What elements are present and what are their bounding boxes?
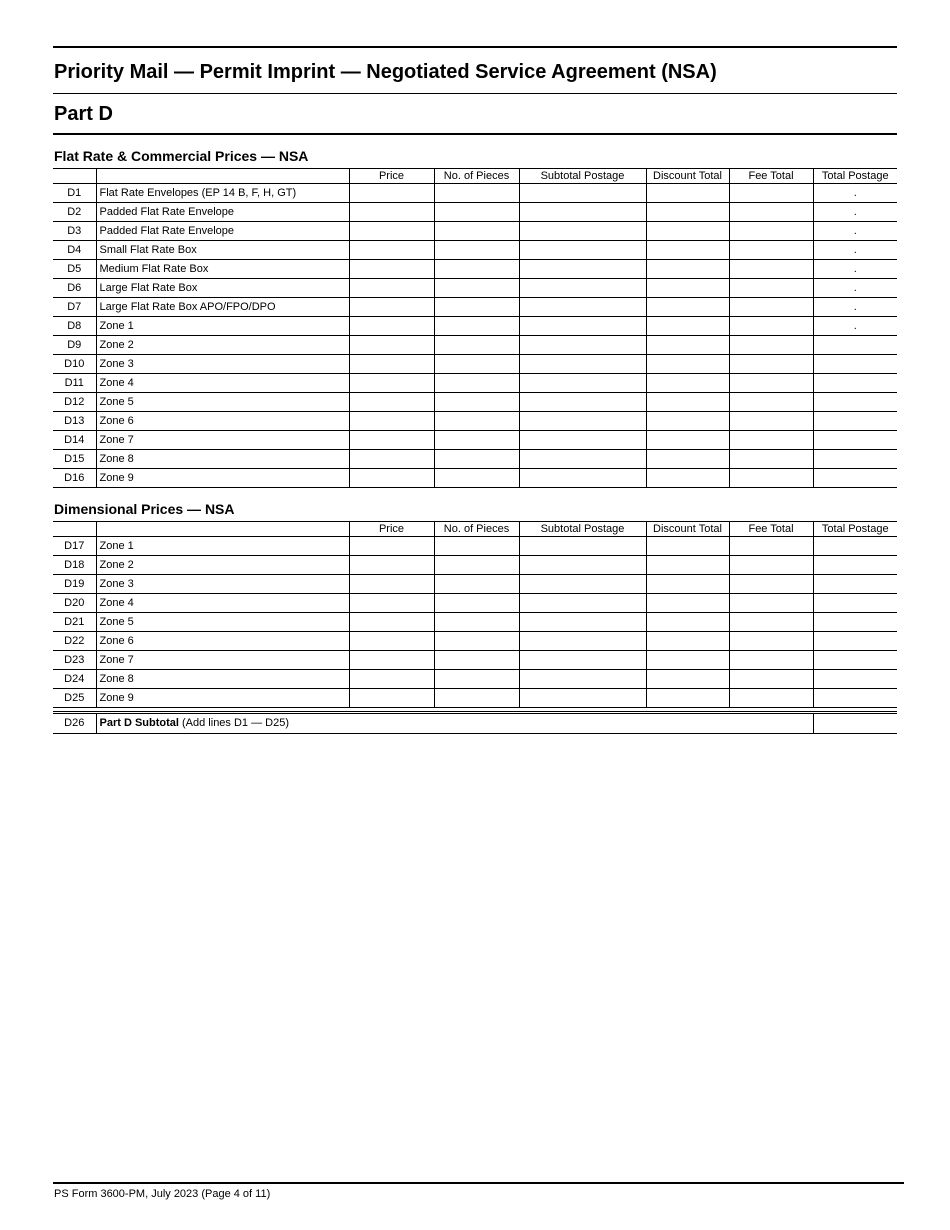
row-description: Zone 8 bbox=[96, 450, 349, 469]
total-postage-field[interactable] bbox=[813, 556, 897, 575]
price-field[interactable] bbox=[349, 317, 434, 336]
table-header-row bbox=[53, 522, 897, 537]
total-postage-field[interactable]: . bbox=[813, 222, 897, 241]
flat-rate-rows bbox=[53, 184, 897, 488]
subtotal-postage-field[interactable] bbox=[519, 594, 646, 613]
total-postage-field[interactable] bbox=[813, 651, 897, 670]
column-header: Discount Total bbox=[646, 522, 729, 537]
total-postage-field[interactable] bbox=[813, 374, 897, 393]
table-row bbox=[53, 184, 897, 203]
table-row bbox=[53, 689, 897, 708]
table-row bbox=[53, 222, 897, 241]
price-field[interactable] bbox=[349, 203, 434, 222]
row-description: Zone 4 bbox=[96, 374, 349, 393]
total-postage-field[interactable] bbox=[813, 575, 897, 594]
price-field[interactable] bbox=[349, 689, 434, 708]
subtotal-postage-field[interactable] bbox=[519, 670, 646, 689]
row-description: Zone 2 bbox=[96, 556, 349, 575]
price-field[interactable] bbox=[349, 298, 434, 317]
line-number: D2 bbox=[53, 203, 96, 222]
discount-total-field[interactable] bbox=[646, 317, 729, 336]
line-number: D14 bbox=[53, 431, 96, 450]
row-description: Zone 9 bbox=[96, 689, 349, 708]
line-number: D10 bbox=[53, 355, 96, 374]
column-header: Subtotal Postage bbox=[519, 522, 646, 537]
line-number: D20 bbox=[53, 594, 96, 613]
pieces-field[interactable] bbox=[434, 651, 519, 670]
price-field[interactable] bbox=[349, 336, 434, 355]
row-description: Zone 1 bbox=[96, 537, 349, 556]
price-field[interactable] bbox=[349, 279, 434, 298]
line-number: D1 bbox=[53, 184, 96, 203]
subtotal-postage-field[interactable] bbox=[519, 298, 646, 317]
pieces-field[interactable] bbox=[434, 689, 519, 708]
flat-rate-table bbox=[53, 168, 897, 488]
discount-total-field[interactable] bbox=[646, 613, 729, 632]
column-header: Price bbox=[349, 522, 434, 537]
subtotal-postage-field[interactable] bbox=[519, 689, 646, 708]
fee-total-field[interactable] bbox=[729, 279, 813, 298]
pieces-field[interactable] bbox=[434, 450, 519, 469]
subtotal-postage-field[interactable] bbox=[519, 556, 646, 575]
form-page bbox=[53, 46, 897, 734]
row-description: Zone 3 bbox=[96, 355, 349, 374]
row-description: Zone 8 bbox=[96, 670, 349, 689]
line-number: D15 bbox=[53, 450, 96, 469]
line-number: D5 bbox=[53, 260, 96, 279]
table-row bbox=[53, 241, 897, 260]
discount-total-field[interactable] bbox=[646, 260, 729, 279]
price-field[interactable] bbox=[349, 393, 434, 412]
fee-total-field[interactable] bbox=[729, 651, 813, 670]
pieces-field[interactable] bbox=[434, 393, 519, 412]
dimensional-rows bbox=[53, 537, 897, 708]
row-description: Zone 5 bbox=[96, 613, 349, 632]
price-field[interactable] bbox=[349, 651, 434, 670]
column-header: Fee Total bbox=[729, 522, 813, 537]
price-field[interactable] bbox=[349, 613, 434, 632]
total-postage-field[interactable]: . bbox=[813, 279, 897, 298]
total-postage-field[interactable]: . bbox=[813, 184, 897, 203]
discount-total-field[interactable] bbox=[646, 469, 729, 488]
price-field[interactable] bbox=[349, 184, 434, 203]
fee-total-field[interactable] bbox=[729, 689, 813, 708]
total-postage-field[interactable]: . bbox=[813, 298, 897, 317]
line-number: D25 bbox=[53, 689, 96, 708]
fee-total-field[interactable] bbox=[729, 412, 813, 431]
discount-total-field[interactable] bbox=[646, 632, 729, 651]
table-row bbox=[53, 317, 897, 336]
row-description: Zone 3 bbox=[96, 575, 349, 594]
form-title: Priority Mail — Permit Imprint — Negotiated Service Agreement (NSA) bbox=[53, 48, 897, 94]
fee-total-field[interactable] bbox=[729, 632, 813, 651]
table-row bbox=[53, 393, 897, 412]
pieces-field[interactable] bbox=[434, 260, 519, 279]
dimensional-section-title: Dimensional Prices — NSA bbox=[54, 501, 235, 517]
discount-total-field[interactable] bbox=[646, 298, 729, 317]
subtotal-row bbox=[53, 713, 897, 734]
discount-total-field[interactable] bbox=[646, 355, 729, 374]
discount-total-field[interactable] bbox=[646, 203, 729, 222]
line-number: D16 bbox=[53, 469, 96, 488]
pieces-field[interactable] bbox=[434, 575, 519, 594]
table-row bbox=[53, 412, 897, 431]
total-postage-field[interactable] bbox=[813, 355, 897, 374]
line-number: D8 bbox=[53, 317, 96, 336]
total-postage-field[interactable] bbox=[813, 336, 897, 355]
pieces-field[interactable] bbox=[434, 412, 519, 431]
column-header: Fee Total bbox=[729, 169, 813, 184]
table-row bbox=[53, 651, 897, 670]
price-field[interactable] bbox=[349, 575, 434, 594]
header-blank-line bbox=[53, 169, 96, 184]
table-row bbox=[53, 613, 897, 632]
line-number: D4 bbox=[53, 241, 96, 260]
fee-total-field[interactable] bbox=[729, 431, 813, 450]
fee-total-field[interactable] bbox=[729, 317, 813, 336]
pieces-field[interactable] bbox=[434, 431, 519, 450]
pieces-field[interactable] bbox=[434, 317, 519, 336]
total-postage-field[interactable]: . bbox=[813, 260, 897, 279]
price-field[interactable] bbox=[349, 241, 434, 260]
pieces-field[interactable] bbox=[434, 469, 519, 488]
price-field[interactable] bbox=[349, 450, 434, 469]
price-field[interactable] bbox=[349, 260, 434, 279]
subtotal-total-field[interactable] bbox=[813, 713, 897, 734]
fee-total-field[interactable] bbox=[729, 575, 813, 594]
subtotal-postage-field[interactable] bbox=[519, 431, 646, 450]
price-field[interactable] bbox=[349, 594, 434, 613]
column-header: Subtotal Postage bbox=[519, 169, 646, 184]
fee-total-field[interactable] bbox=[729, 298, 813, 317]
table-row bbox=[53, 556, 897, 575]
price-field[interactable] bbox=[349, 556, 434, 575]
table-row bbox=[53, 279, 897, 298]
line-number: D11 bbox=[53, 374, 96, 393]
subtotal-postage-field[interactable] bbox=[519, 575, 646, 594]
fee-total-field[interactable] bbox=[729, 393, 813, 412]
line-number: D26 bbox=[53, 713, 96, 734]
line-number: D24 bbox=[53, 670, 96, 689]
subtotal-postage-field[interactable] bbox=[519, 613, 646, 632]
row-description: Zone 7 bbox=[96, 651, 349, 670]
column-header: Price bbox=[349, 169, 434, 184]
line-number: D17 bbox=[53, 537, 96, 556]
total-postage-field[interactable]: . bbox=[813, 317, 897, 336]
line-number: D3 bbox=[53, 222, 96, 241]
price-field[interactable] bbox=[349, 632, 434, 651]
discount-total-field[interactable] bbox=[646, 689, 729, 708]
subtotal-table bbox=[53, 711, 897, 734]
row-description: Zone 7 bbox=[96, 431, 349, 450]
subtotal-label-bold: Part D Subtotal bbox=[99, 717, 179, 729]
pieces-field[interactable] bbox=[434, 537, 519, 556]
price-field[interactable] bbox=[349, 355, 434, 374]
row-description: Small Flat Rate Box bbox=[96, 241, 349, 260]
fee-total-field[interactable] bbox=[729, 355, 813, 374]
discount-total-field[interactable] bbox=[646, 556, 729, 575]
subtotal-postage-field[interactable] bbox=[519, 241, 646, 260]
price-field[interactable] bbox=[349, 374, 434, 393]
pieces-field[interactable] bbox=[434, 336, 519, 355]
line-number: D12 bbox=[53, 393, 96, 412]
fee-total-field[interactable] bbox=[729, 670, 813, 689]
table-row bbox=[53, 575, 897, 594]
pieces-field[interactable] bbox=[434, 298, 519, 317]
price-field[interactable] bbox=[349, 537, 434, 556]
pieces-field[interactable] bbox=[434, 222, 519, 241]
table-row bbox=[53, 450, 897, 469]
fee-total-field[interactable] bbox=[729, 537, 813, 556]
subtotal-postage-field[interactable] bbox=[519, 374, 646, 393]
row-description: Zone 6 bbox=[96, 412, 349, 431]
discount-total-field[interactable] bbox=[646, 241, 729, 260]
discount-total-field[interactable] bbox=[646, 336, 729, 355]
column-header: Total Postage bbox=[813, 169, 897, 184]
pieces-field[interactable] bbox=[434, 203, 519, 222]
total-postage-field[interactable] bbox=[813, 431, 897, 450]
row-description: Large Flat Rate Box APO/FPO/DPO bbox=[96, 298, 349, 317]
pieces-field[interactable] bbox=[434, 279, 519, 298]
line-number: D9 bbox=[53, 336, 96, 355]
subtotal-postage-field[interactable] bbox=[519, 393, 646, 412]
table-row bbox=[53, 469, 897, 488]
fee-total-field[interactable] bbox=[729, 260, 813, 279]
total-postage-field[interactable] bbox=[813, 450, 897, 469]
header-blank-desc bbox=[96, 169, 349, 184]
fee-total-field[interactable] bbox=[729, 594, 813, 613]
discount-total-field[interactable] bbox=[646, 222, 729, 241]
row-description: Large Flat Rate Box bbox=[96, 279, 349, 298]
table-row bbox=[53, 355, 897, 374]
total-postage-field[interactable]: . bbox=[813, 241, 897, 260]
fee-total-field[interactable] bbox=[729, 184, 813, 203]
row-description: Zone 2 bbox=[96, 336, 349, 355]
table-row bbox=[53, 431, 897, 450]
discount-total-field[interactable] bbox=[646, 651, 729, 670]
subtotal-label-note: (Add lines D1 — D25) bbox=[178, 717, 289, 729]
column-header: Discount Total bbox=[646, 169, 729, 184]
fee-total-field[interactable] bbox=[729, 222, 813, 241]
discount-total-field[interactable] bbox=[646, 575, 729, 594]
pieces-field[interactable] bbox=[434, 184, 519, 203]
total-postage-field[interactable] bbox=[813, 594, 897, 613]
row-description: Zone 1 bbox=[96, 317, 349, 336]
price-field[interactable] bbox=[349, 469, 434, 488]
total-postage-field[interactable] bbox=[813, 537, 897, 556]
fee-total-field[interactable] bbox=[729, 336, 813, 355]
price-field[interactable] bbox=[349, 222, 434, 241]
total-postage-field[interactable] bbox=[813, 393, 897, 412]
fee-total-field[interactable] bbox=[729, 469, 813, 488]
total-postage-field[interactable] bbox=[813, 670, 897, 689]
row-description: Medium Flat Rate Box bbox=[96, 260, 349, 279]
table-row bbox=[53, 260, 897, 279]
line-number: D22 bbox=[53, 632, 96, 651]
subtotal-postage-field[interactable] bbox=[519, 450, 646, 469]
fee-total-field[interactable] bbox=[729, 613, 813, 632]
discount-total-field[interactable] bbox=[646, 537, 729, 556]
price-field[interactable] bbox=[349, 431, 434, 450]
table-row bbox=[53, 537, 897, 556]
discount-total-field[interactable] bbox=[646, 594, 729, 613]
row-description: Zone 9 bbox=[96, 469, 349, 488]
total-postage-field[interactable] bbox=[813, 613, 897, 632]
line-number: D19 bbox=[53, 575, 96, 594]
row-description: Zone 6 bbox=[96, 632, 349, 651]
column-header: Total Postage bbox=[813, 522, 897, 537]
line-number: D18 bbox=[53, 556, 96, 575]
header-blank-line bbox=[53, 522, 96, 537]
row-description: Padded Flat Rate Envelope bbox=[96, 222, 349, 241]
row-description: Padded Flat Rate Envelope bbox=[96, 203, 349, 222]
flat-rate-section-title: Flat Rate & Commercial Prices — NSA bbox=[54, 148, 309, 164]
subtotal-postage-field[interactable] bbox=[519, 222, 646, 241]
pieces-field[interactable] bbox=[434, 374, 519, 393]
fee-total-field[interactable] bbox=[729, 374, 813, 393]
subtotal-postage-field[interactable] bbox=[519, 537, 646, 556]
row-description: Zone 4 bbox=[96, 594, 349, 613]
row-description: Flat Rate Envelopes (EP 14 B, F, H, GT) bbox=[96, 184, 349, 203]
table-row bbox=[53, 670, 897, 689]
pieces-field[interactable] bbox=[434, 594, 519, 613]
fee-total-field[interactable] bbox=[729, 450, 813, 469]
row-description: Zone 5 bbox=[96, 393, 349, 412]
discount-total-field[interactable] bbox=[646, 670, 729, 689]
discount-total-field[interactable] bbox=[646, 412, 729, 431]
discount-total-field[interactable] bbox=[646, 374, 729, 393]
line-number: D23 bbox=[53, 651, 96, 670]
total-postage-field[interactable] bbox=[813, 412, 897, 431]
header-blank-desc bbox=[96, 522, 349, 537]
fee-total-field[interactable] bbox=[729, 203, 813, 222]
column-header: No. of Pieces bbox=[434, 522, 519, 537]
subtotal-postage-field[interactable] bbox=[519, 336, 646, 355]
discount-total-field[interactable] bbox=[646, 279, 729, 298]
subtotal-postage-field[interactable] bbox=[519, 317, 646, 336]
pieces-field[interactable] bbox=[434, 632, 519, 651]
total-postage-field[interactable] bbox=[813, 469, 897, 488]
discount-total-field[interactable] bbox=[646, 393, 729, 412]
subtotal-postage-field[interactable] bbox=[519, 412, 646, 431]
subtotal-postage-field[interactable] bbox=[519, 355, 646, 374]
table-row bbox=[53, 203, 897, 222]
subtotal-postage-field[interactable] bbox=[519, 632, 646, 651]
total-postage-field[interactable] bbox=[813, 689, 897, 708]
table-row bbox=[53, 374, 897, 393]
total-postage-field[interactable]: . bbox=[813, 203, 897, 222]
subtotal-label bbox=[96, 713, 813, 734]
table-row bbox=[53, 336, 897, 355]
price-field[interactable] bbox=[349, 670, 434, 689]
line-number: D6 bbox=[53, 279, 96, 298]
dimensional-table bbox=[53, 521, 897, 708]
pieces-field[interactable] bbox=[434, 241, 519, 260]
discount-total-field[interactable] bbox=[646, 431, 729, 450]
table-header-row bbox=[53, 169, 897, 184]
part-heading: Part D bbox=[53, 94, 897, 135]
pieces-field[interactable] bbox=[434, 670, 519, 689]
column-header: No. of Pieces bbox=[434, 169, 519, 184]
subtotal-postage-field[interactable] bbox=[519, 184, 646, 203]
total-postage-field[interactable] bbox=[813, 632, 897, 651]
table-row bbox=[53, 298, 897, 317]
discount-total-field[interactable] bbox=[646, 184, 729, 203]
subtotal-postage-field[interactable] bbox=[519, 469, 646, 488]
fee-total-field[interactable] bbox=[729, 241, 813, 260]
fee-total-field[interactable] bbox=[729, 556, 813, 575]
subtotal-postage-field[interactable] bbox=[519, 651, 646, 670]
pieces-field[interactable] bbox=[434, 613, 519, 632]
price-field[interactable] bbox=[349, 412, 434, 431]
pieces-field[interactable] bbox=[434, 556, 519, 575]
line-number: D13 bbox=[53, 412, 96, 431]
table-row bbox=[53, 632, 897, 651]
form-footer: PS Form 3600-PM, July 2023 (Page 4 of 11) bbox=[53, 1182, 904, 1200]
subtotal-postage-field[interactable] bbox=[519, 279, 646, 298]
subtotal-postage-field[interactable] bbox=[519, 203, 646, 222]
subtotal-postage-field[interactable] bbox=[519, 260, 646, 279]
table-row bbox=[53, 594, 897, 613]
pieces-field[interactable] bbox=[434, 355, 519, 374]
line-number: D21 bbox=[53, 613, 96, 632]
discount-total-field[interactable] bbox=[646, 450, 729, 469]
line-number: D7 bbox=[53, 298, 96, 317]
